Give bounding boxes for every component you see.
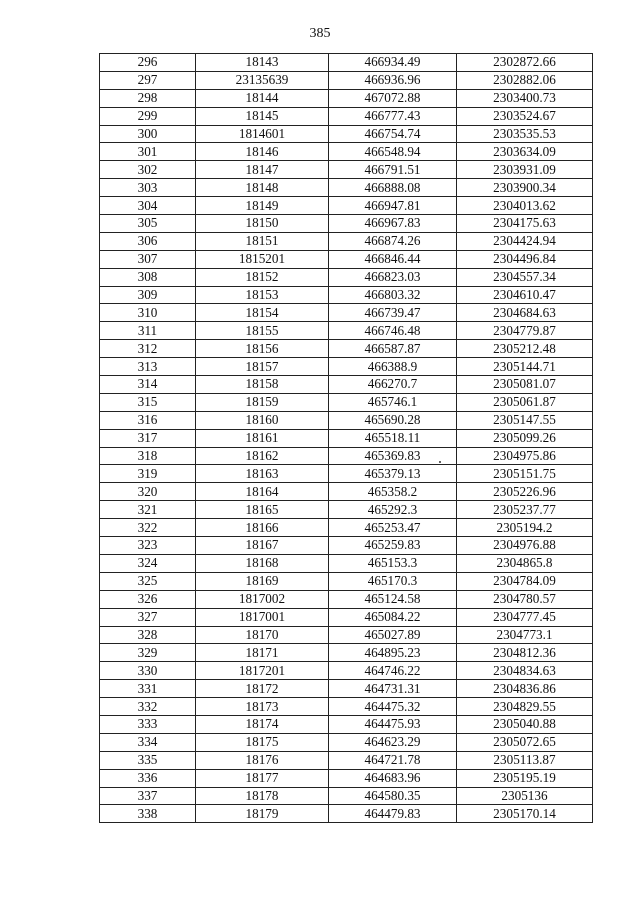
table-row xyxy=(100,376,593,394)
x-coordinate-cell: 464479.83 xyxy=(329,805,457,823)
point-id-cell: 18153 xyxy=(196,286,329,304)
y-coordinate-cell: 2305194.2 xyxy=(457,519,593,537)
point-id-cell: 18154 xyxy=(196,304,329,322)
row-number-cell: 336 xyxy=(100,769,196,787)
x-coordinate-cell: 466388.9 xyxy=(329,358,457,376)
y-coordinate-cell: 2305170.14 xyxy=(457,805,593,823)
point-id-cell: 18175 xyxy=(196,733,329,751)
row-number-cell: 307 xyxy=(100,250,196,268)
x-coordinate-cell: 466777.43 xyxy=(329,107,457,125)
point-id-cell: 18157 xyxy=(196,358,329,376)
row-number-cell: 333 xyxy=(100,715,196,733)
x-coordinate-cell: 464623.29 xyxy=(329,733,457,751)
row-number-cell: 317 xyxy=(100,429,196,447)
x-coordinate-cell: 466548.94 xyxy=(329,143,457,161)
y-coordinate-cell: 2302882.06 xyxy=(457,71,593,89)
y-coordinate-cell: 2305195.19 xyxy=(457,769,593,787)
table-row xyxy=(100,411,593,429)
table-row xyxy=(100,608,593,626)
y-coordinate-cell: 2304013.62 xyxy=(457,197,593,215)
table-row xyxy=(100,215,593,233)
x-coordinate-cell: 464475.93 xyxy=(329,715,457,733)
point-id-cell: 18165 xyxy=(196,501,329,519)
x-coordinate-cell: 466754.74 xyxy=(329,125,457,143)
x-coordinate-cell: 466823.03 xyxy=(329,268,457,286)
row-number-cell: 309 xyxy=(100,286,196,304)
point-id-cell: 18166 xyxy=(196,519,329,537)
coordinates-table-container xyxy=(99,53,593,823)
table-row xyxy=(100,751,593,769)
point-id-cell: 1817002 xyxy=(196,590,329,608)
table-row xyxy=(100,340,593,358)
table-row xyxy=(100,733,593,751)
point-id-cell: 18143 xyxy=(196,54,329,72)
point-id-cell: 18172 xyxy=(196,680,329,698)
point-id-cell: 18176 xyxy=(196,751,329,769)
point-id-cell: 1817001 xyxy=(196,608,329,626)
x-coordinate-cell: 464895.23 xyxy=(329,644,457,662)
row-number-cell: 306 xyxy=(100,232,196,250)
table-row xyxy=(100,89,593,107)
point-id-cell: 18155 xyxy=(196,322,329,340)
row-number-cell: 318 xyxy=(100,447,196,465)
table-row xyxy=(100,554,593,572)
y-coordinate-cell: 2305072.65 xyxy=(457,733,593,751)
point-id-cell: 23135639 xyxy=(196,71,329,89)
row-number-cell: 331 xyxy=(100,680,196,698)
point-id-cell: 18158 xyxy=(196,376,329,394)
point-id-cell: 18163 xyxy=(196,465,329,483)
table-row xyxy=(100,304,593,322)
y-coordinate-cell: 2304610.47 xyxy=(457,286,593,304)
row-number-cell: 302 xyxy=(100,161,196,179)
table-row xyxy=(100,232,593,250)
x-coordinate-cell: 465153.3 xyxy=(329,554,457,572)
y-coordinate-cell: 2304779.87 xyxy=(457,322,593,340)
y-coordinate-cell: 2305061.87 xyxy=(457,393,593,411)
coordinates-table-body xyxy=(100,54,593,823)
table-row xyxy=(100,483,593,501)
row-number-cell: 301 xyxy=(100,143,196,161)
point-id-cell: 18148 xyxy=(196,179,329,197)
table-row xyxy=(100,465,593,483)
row-number-cell: 319 xyxy=(100,465,196,483)
x-coordinate-cell: 466947.81 xyxy=(329,197,457,215)
table-row xyxy=(100,447,593,465)
y-coordinate-cell: 2304812.36 xyxy=(457,644,593,662)
y-coordinate-cell: 2304784.09 xyxy=(457,572,593,590)
y-coordinate-cell: 2303535.53 xyxy=(457,125,593,143)
table-row xyxy=(100,662,593,680)
table-row xyxy=(100,626,593,644)
x-coordinate-cell: 465084.22 xyxy=(329,608,457,626)
row-number-cell: 330 xyxy=(100,662,196,680)
row-number-cell: 316 xyxy=(100,411,196,429)
row-number-cell: 334 xyxy=(100,733,196,751)
x-coordinate-cell: 465253.47 xyxy=(329,519,457,537)
x-coordinate-cell: 464580.35 xyxy=(329,787,457,805)
stray-mark xyxy=(439,461,441,463)
point-id-cell: 18144 xyxy=(196,89,329,107)
x-coordinate-cell: 464683.96 xyxy=(329,769,457,787)
x-coordinate-cell: 466803.32 xyxy=(329,286,457,304)
table-row xyxy=(100,161,593,179)
row-number-cell: 322 xyxy=(100,519,196,537)
y-coordinate-cell: 2305136 xyxy=(457,787,593,805)
point-id-cell: 18151 xyxy=(196,232,329,250)
point-id-cell: 18160 xyxy=(196,411,329,429)
table-row xyxy=(100,698,593,716)
x-coordinate-cell: 465170.3 xyxy=(329,572,457,590)
table-row xyxy=(100,54,593,72)
y-coordinate-cell: 2305151.75 xyxy=(457,465,593,483)
point-id-cell: 18150 xyxy=(196,215,329,233)
x-coordinate-cell: 464746.22 xyxy=(329,662,457,680)
point-id-cell: 18159 xyxy=(196,393,329,411)
x-coordinate-cell: 465369.83 xyxy=(329,447,457,465)
point-id-cell: 1817201 xyxy=(196,662,329,680)
row-number-cell: 329 xyxy=(100,644,196,662)
y-coordinate-cell: 2304780.57 xyxy=(457,590,593,608)
coordinates-table xyxy=(99,53,593,823)
row-number-cell: 332 xyxy=(100,698,196,716)
point-id-cell: 18169 xyxy=(196,572,329,590)
y-coordinate-cell: 2305040.88 xyxy=(457,715,593,733)
x-coordinate-cell: 466739.47 xyxy=(329,304,457,322)
y-coordinate-cell: 2305099.26 xyxy=(457,429,593,447)
x-coordinate-cell: 465379.13 xyxy=(329,465,457,483)
x-coordinate-cell: 466888.08 xyxy=(329,179,457,197)
table-row xyxy=(100,501,593,519)
x-coordinate-cell: 465292.3 xyxy=(329,501,457,519)
table-row xyxy=(100,787,593,805)
point-id-cell: 18146 xyxy=(196,143,329,161)
table-row xyxy=(100,429,593,447)
point-id-cell: 18162 xyxy=(196,447,329,465)
row-number-cell: 315 xyxy=(100,393,196,411)
x-coordinate-cell: 464731.31 xyxy=(329,680,457,698)
x-coordinate-cell: 466270.7 xyxy=(329,376,457,394)
row-number-cell: 321 xyxy=(100,501,196,519)
point-id-cell: 18161 xyxy=(196,429,329,447)
y-coordinate-cell: 2302872.66 xyxy=(457,54,593,72)
table-row xyxy=(100,197,593,215)
y-coordinate-cell: 2305212.48 xyxy=(457,340,593,358)
point-id-cell: 1814601 xyxy=(196,125,329,143)
row-number-cell: 326 xyxy=(100,590,196,608)
x-coordinate-cell: 465358.2 xyxy=(329,483,457,501)
y-coordinate-cell: 2304829.55 xyxy=(457,698,593,716)
table-row xyxy=(100,680,593,698)
x-coordinate-cell: 466936.96 xyxy=(329,71,457,89)
x-coordinate-cell: 465027.89 xyxy=(329,626,457,644)
table-row xyxy=(100,71,593,89)
table-row xyxy=(100,590,593,608)
table-row xyxy=(100,769,593,787)
row-number-cell: 310 xyxy=(100,304,196,322)
row-number-cell: 320 xyxy=(100,483,196,501)
x-coordinate-cell: 466791.51 xyxy=(329,161,457,179)
point-id-cell: 18171 xyxy=(196,644,329,662)
point-id-cell: 18170 xyxy=(196,626,329,644)
table-row xyxy=(100,179,593,197)
row-number-cell: 335 xyxy=(100,751,196,769)
y-coordinate-cell: 2304175.63 xyxy=(457,215,593,233)
row-number-cell: 313 xyxy=(100,358,196,376)
table-row xyxy=(100,125,593,143)
y-coordinate-cell: 2305144.71 xyxy=(457,358,593,376)
table-row xyxy=(100,805,593,823)
row-number-cell: 298 xyxy=(100,89,196,107)
row-number-cell: 297 xyxy=(100,71,196,89)
x-coordinate-cell: 464475.32 xyxy=(329,698,457,716)
row-number-cell: 323 xyxy=(100,537,196,555)
point-id-cell: 18173 xyxy=(196,698,329,716)
point-id-cell: 18177 xyxy=(196,769,329,787)
x-coordinate-cell: 466967.83 xyxy=(329,215,457,233)
y-coordinate-cell: 2304836.86 xyxy=(457,680,593,698)
point-id-cell: 18152 xyxy=(196,268,329,286)
point-id-cell: 18145 xyxy=(196,107,329,125)
table-row xyxy=(100,322,593,340)
point-id-cell: 18156 xyxy=(196,340,329,358)
x-coordinate-cell: 465259.83 xyxy=(329,537,457,555)
table-row xyxy=(100,715,593,733)
x-coordinate-cell: 466934.49 xyxy=(329,54,457,72)
y-coordinate-cell: 2305113.87 xyxy=(457,751,593,769)
row-number-cell: 325 xyxy=(100,572,196,590)
row-number-cell: 296 xyxy=(100,54,196,72)
row-number-cell: 327 xyxy=(100,608,196,626)
row-number-cell: 337 xyxy=(100,787,196,805)
point-id-cell: 18149 xyxy=(196,197,329,215)
point-id-cell: 18147 xyxy=(196,161,329,179)
row-number-cell: 308 xyxy=(100,268,196,286)
table-row xyxy=(100,537,593,555)
x-coordinate-cell: 466587.87 xyxy=(329,340,457,358)
row-number-cell: 299 xyxy=(100,107,196,125)
point-id-cell: 18167 xyxy=(196,537,329,555)
point-id-cell: 18179 xyxy=(196,805,329,823)
x-coordinate-cell: 465746.1 xyxy=(329,393,457,411)
table-row xyxy=(100,572,593,590)
y-coordinate-cell: 2304777.45 xyxy=(457,608,593,626)
x-coordinate-cell: 466746.48 xyxy=(329,322,457,340)
y-coordinate-cell: 2304684.63 xyxy=(457,304,593,322)
y-coordinate-cell: 2303931.09 xyxy=(457,161,593,179)
table-row xyxy=(100,286,593,304)
row-number-cell: 314 xyxy=(100,376,196,394)
table-row xyxy=(100,268,593,286)
table-row xyxy=(100,250,593,268)
point-id-cell: 1815201 xyxy=(196,250,329,268)
y-coordinate-cell: 2303634.09 xyxy=(457,143,593,161)
row-number-cell: 324 xyxy=(100,554,196,572)
x-coordinate-cell: 464721.78 xyxy=(329,751,457,769)
y-coordinate-cell: 2305226.96 xyxy=(457,483,593,501)
table-row xyxy=(100,358,593,376)
table-row xyxy=(100,143,593,161)
row-number-cell: 328 xyxy=(100,626,196,644)
row-number-cell: 311 xyxy=(100,322,196,340)
y-coordinate-cell: 2303400.73 xyxy=(457,89,593,107)
y-coordinate-cell: 2304975.86 xyxy=(457,447,593,465)
x-coordinate-cell: 465690.28 xyxy=(329,411,457,429)
x-coordinate-cell: 465518.11 xyxy=(329,429,457,447)
y-coordinate-cell: 2305147.55 xyxy=(457,411,593,429)
y-coordinate-cell: 2304976.88 xyxy=(457,537,593,555)
row-number-cell: 304 xyxy=(100,197,196,215)
y-coordinate-cell: 2304834.63 xyxy=(457,662,593,680)
table-row xyxy=(100,393,593,411)
y-coordinate-cell: 2305081.07 xyxy=(457,376,593,394)
row-number-cell: 305 xyxy=(100,215,196,233)
y-coordinate-cell: 2304773.1 xyxy=(457,626,593,644)
row-number-cell: 300 xyxy=(100,125,196,143)
point-id-cell: 18164 xyxy=(196,483,329,501)
table-row xyxy=(100,519,593,537)
y-coordinate-cell: 2303900.34 xyxy=(457,179,593,197)
y-coordinate-cell: 2305237.77 xyxy=(457,501,593,519)
y-coordinate-cell: 2304865.8 xyxy=(457,554,593,572)
x-coordinate-cell: 465124.58 xyxy=(329,590,457,608)
x-coordinate-cell: 467072.88 xyxy=(329,89,457,107)
table-row xyxy=(100,107,593,125)
row-number-cell: 303 xyxy=(100,179,196,197)
point-id-cell: 18174 xyxy=(196,715,329,733)
table-row xyxy=(100,644,593,662)
row-number-cell: 338 xyxy=(100,805,196,823)
y-coordinate-cell: 2303524.67 xyxy=(457,107,593,125)
y-coordinate-cell: 2304496.84 xyxy=(457,250,593,268)
y-coordinate-cell: 2304424.94 xyxy=(457,232,593,250)
x-coordinate-cell: 466846.44 xyxy=(329,250,457,268)
point-id-cell: 18168 xyxy=(196,554,329,572)
x-coordinate-cell: 466874.26 xyxy=(329,232,457,250)
y-coordinate-cell: 2304557.34 xyxy=(457,268,593,286)
row-number-cell: 312 xyxy=(100,340,196,358)
point-id-cell: 18178 xyxy=(196,787,329,805)
page-number: 385 xyxy=(309,26,331,41)
